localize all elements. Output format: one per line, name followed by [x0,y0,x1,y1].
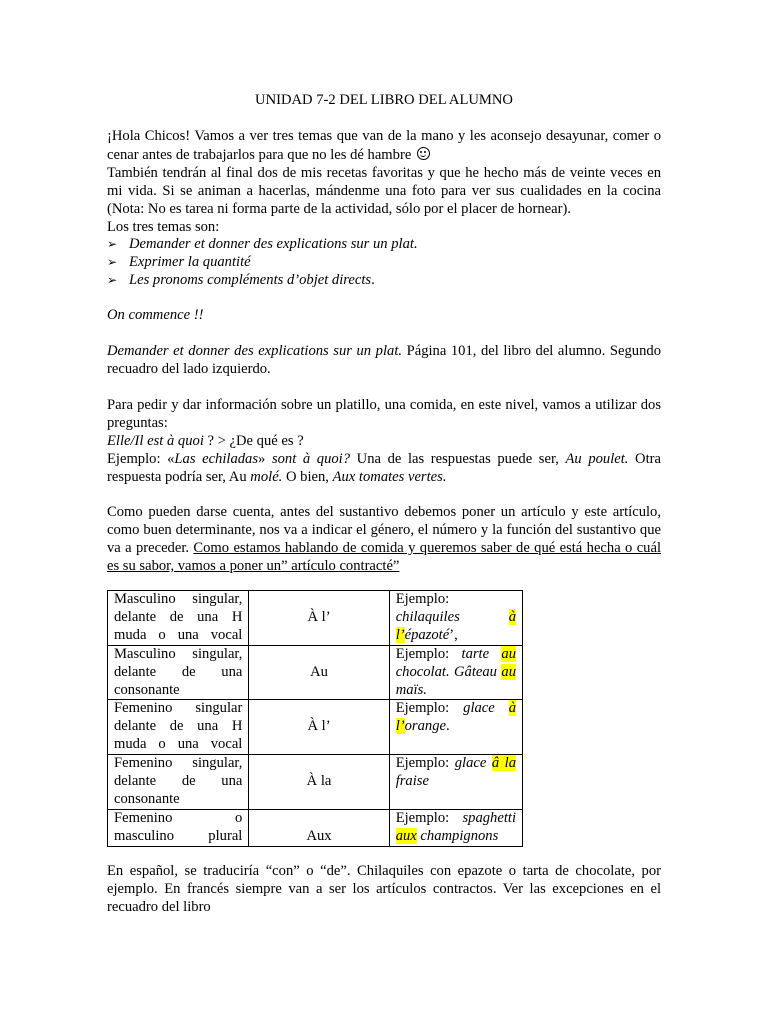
table-cell-example: Ejemplo: tarte au chocolat. Gâteau au maïs. [389,645,522,700]
table-cell-description: Femenino singular delante de una H muda o una vocal [108,700,249,755]
table-row [108,645,523,700]
table-cell-example: Ejemplo: chilaquiles à l’épazoté’, [389,591,522,646]
table-cell-example: Ejemplo: glace â la fraise [389,755,522,810]
table-row [108,700,523,755]
list-item: ➢ Exprimer la quantité [107,254,251,271]
table-row [108,755,523,810]
arrow-bullet-icon: ➢ [107,255,118,270]
table-cell-article: À l’ [249,700,389,755]
questions-paragraph: Para pedir y dar información sobre un platillo, una comida, en este nivel, vamos a utilizar dos preguntas: [107,397,661,431]
table-cell-example: Ejemplo: spaghetti aux champignons [389,809,522,846]
page-title: UNIDAD 7-2 DEL LIBRO DEL ALUMNO [255,92,513,108]
topics-list [107,236,661,290]
section-intro: Demander et donner des explications sur un plat. Página 101, del libro del alumno. Segundo recuadro del lado izquierdo. [107,343,661,377]
table-row [108,809,523,846]
table-cell-article: À l’ [249,591,389,646]
table-row [108,591,523,646]
table-cell-article: À la [249,755,389,810]
contracted-articles-table [107,590,523,847]
intro-greeting: ¡Hola Chicos! Vamos a ver tres temas que van de la mano y les aconsejo desayunar, comer o cenar antes de trabajarlos para que no les dé hambre [107,128,661,163]
table-cell-article: Au [249,645,389,700]
commence-line: On commence !! [107,307,204,323]
arrow-bullet-icon: ➢ [107,273,118,288]
table-cell-description: Masculino singular, delante de una H muda o una vocal [108,591,249,646]
article-paragraph: Como pueden darse cuenta, antes del sustantivo debemos poner un artículo y este artículo, como buen determinante, nos va a indicar el género, el número y la función del sustantivo que va a preceder. Como estamos hablando de comida y queremos saber de qué está hecha o cuál es su sabor, vamos a poner un” artículo contracté” [107,504,661,574]
closing-paragraph: En español, se traduciría “con” o “de”. Chilaquiles con epazote o tarta de chocolate, por ejemplo. En francés siempre van a ser los artículos contractos. Ver las excepciones en el recuadro del libro [107,863,661,915]
question-line: Elle/Il est à quoi ? > ¿De qué es ? [107,432,304,449]
table-cell-description: Masculino singular, delante de una consonante [108,645,249,700]
list-item: ➢ Demander et donner des explications sur un plat. [107,236,418,253]
example-paragraph: Ejemplo: «Las echiladas» sont à quoi? Una de las respuestas puede ser, Au poulet. Otra respuesta podría ser, Au molé. O bien, Aux tomates vertes. [107,450,661,485]
table-cell-article: Aux [249,809,389,846]
table-cell-description: Femenino o masculino plural [108,809,249,846]
intro-recipes: También tendrán al final dos de mis recetas favoritas y que he hecho más de veinte veces en mi vida. Si se animan a hacerlas, mándenme una foto para ver sus cualidades en la cocina (Nota: No es tarea ni forma parte de la actividad, sólo por el placer de hornear). [107,164,661,217]
smiley-icon [417,147,430,160]
topics-heading: Los tres temas son: [107,218,220,235]
arrow-bullet-icon: ➢ [107,237,118,252]
table-cell-example: Ejemplo: glace à l’orange. [389,700,522,755]
questions-section [107,397,661,487]
intro-section [107,128,661,290]
list-item: ➢ Les pronoms compléments d’objet directs. [107,272,375,289]
table-cell-description: Femenino singular, delante de una consonante [108,755,249,810]
